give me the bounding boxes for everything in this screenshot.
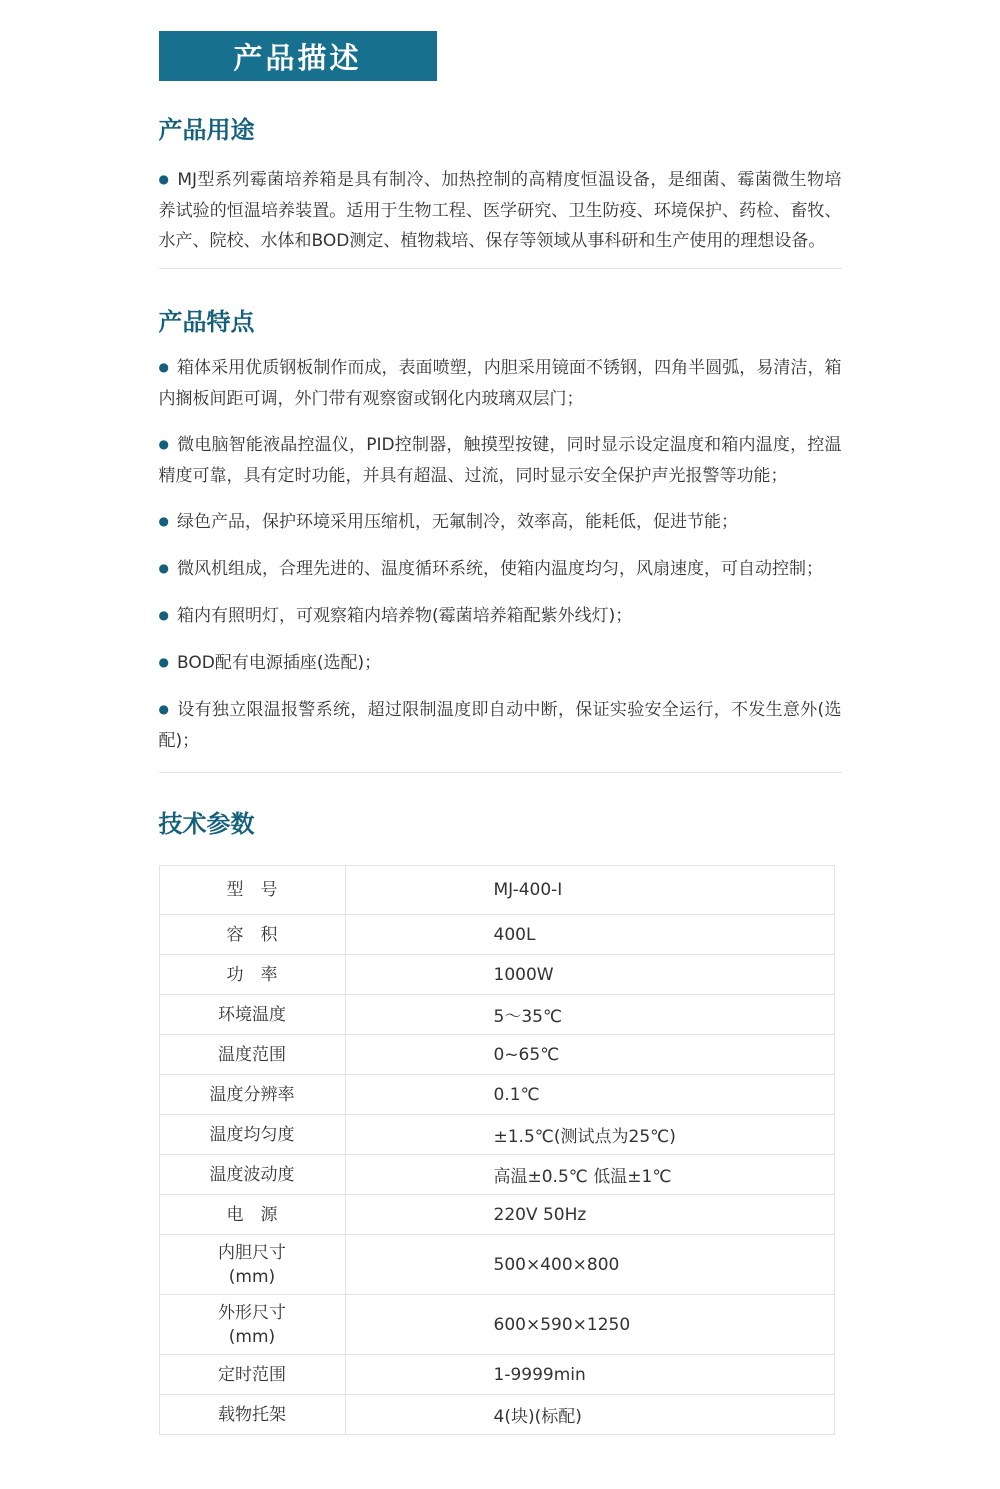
- bullet-icon: ●: [158, 608, 169, 622]
- bullet-icon: ●: [158, 172, 170, 186]
- spec-label: 环境温度: [159, 995, 345, 1035]
- spec-label: 温度范围: [159, 1035, 345, 1075]
- spec-row: [159, 955, 834, 995]
- spec-label: 型 号: [159, 866, 345, 915]
- feature-text: 绿色产品，保护环境采用压缩机，无氟制冷，效率高，能耗低，促进节能；: [176, 512, 738, 532]
- spec-label: 内胆尺寸 (mm): [159, 1235, 345, 1295]
- spec-row: [159, 1195, 834, 1235]
- spec-label: 容 积: [159, 915, 345, 955]
- spec-value: 高温±0.5℃ 低温±1℃: [345, 1155, 834, 1195]
- feature-text: BOD配有电源插座(选配)；: [176, 653, 382, 673]
- usage-section-title: 产品用途: [158, 116, 255, 144]
- bullet-icon: ●: [158, 360, 170, 374]
- banner-title: 产品描述: [233, 40, 362, 75]
- spec-value: 1-9999min: [345, 1355, 834, 1395]
- spec-label: 温度均匀度: [159, 1115, 345, 1155]
- spec-value: 0.1℃: [345, 1075, 834, 1115]
- feature-text: 微风机组成，合理先进的、温度循环系统，使箱内温度均匀，风扇速度，可自动控制；: [176, 559, 823, 579]
- spec-value: 5～35℃: [345, 995, 834, 1035]
- usage-paragraph: [159, 165, 842, 256]
- spec-value: 4(块)(标配): [345, 1395, 834, 1435]
- section-divider: [159, 772, 842, 773]
- spec-row: [159, 1235, 834, 1295]
- bullet-icon: ●: [158, 514, 169, 528]
- spec-row: [159, 1395, 834, 1435]
- spec-label: 外形尺寸 (mm): [159, 1295, 345, 1355]
- spec-value: 0~65℃: [345, 1035, 834, 1075]
- spec-value: ±1.5℃(测试点为25℃): [345, 1115, 834, 1155]
- usage-text: MJ型系列霉菌培养箱是具有制冷、加热控制的高精度恒温设备，是细菌、霉菌微生物培养试验的恒温培养装置。适用于生物工程、医学研究、卫生防疫、环境保护、药检、畜牧、水产、院校、水体和BOD测定、植物栽培、保存等领域从事科研和生产使用的理想设备。: [158, 170, 842, 251]
- spec-row: [159, 1035, 834, 1075]
- feature-item: [159, 507, 842, 538]
- features-list: [159, 353, 842, 756]
- content-column: [159, 31, 842, 1435]
- spec-label: 功 率: [159, 955, 345, 995]
- feature-item: [159, 695, 842, 756]
- feature-item: [159, 430, 842, 491]
- spec-value: MJ-400-I: [345, 866, 834, 915]
- feature-text: 设有独立限温报警系统，超过限制温度即自动中断，保证实验安全运行，不发生意外(选配)；: [158, 700, 842, 751]
- spec-row: [159, 995, 834, 1035]
- feature-text: 箱内有照明灯，可观察箱内培养物(霉菌培养箱配紫外线灯)；: [176, 606, 633, 626]
- spec-value: 400L: [345, 915, 834, 955]
- feature-text: 箱体采用优质钢板制作而成，表面喷塑，内胆采用镜面不锈钢，四角半圆弧，易清洁，箱内搁板间距可调，外门带有观察窗或钢化内玻璃双层门；: [158, 358, 842, 409]
- spec-value: 500×400×800: [345, 1235, 834, 1295]
- spec-label: 定时范围: [159, 1355, 345, 1395]
- spec-row: [159, 1155, 834, 1195]
- bullet-icon: ●: [158, 561, 169, 575]
- spec-row: [159, 1355, 834, 1395]
- section-divider: [159, 268, 842, 269]
- spec-value: 600×590×1250: [345, 1295, 834, 1355]
- section-banner: [159, 31, 437, 81]
- spec-label: 电 源: [159, 1195, 345, 1235]
- specs-table: [159, 865, 835, 1435]
- bullet-icon: ●: [158, 702, 170, 716]
- feature-item: [159, 601, 842, 632]
- bullet-icon: ●: [158, 655, 169, 669]
- spec-row: [159, 1295, 834, 1355]
- spec-label: 温度波动度: [159, 1155, 345, 1195]
- spec-row: [159, 1075, 834, 1115]
- features-section-title: 产品特点: [158, 308, 255, 336]
- spec-row: [159, 915, 834, 955]
- spec-value: 220V 50Hz: [345, 1195, 834, 1235]
- spec-row: [159, 866, 834, 915]
- feature-text: 微电脑智能液晶控温仪，PID控制器，触摸型按键，同时显示设定温度和箱内温度，控温精度可靠，具有定时功能，并具有超温、过流，同时显示安全保护声光报警等功能；: [158, 435, 842, 486]
- bullet-icon: ●: [158, 437, 170, 451]
- spec-value: 1000W: [345, 955, 834, 995]
- spec-label: 温度分辨率: [159, 1075, 345, 1115]
- spec-row: [159, 1115, 834, 1155]
- feature-item: [159, 648, 842, 679]
- specs-section-title: 技术参数: [158, 810, 255, 838]
- spec-label: 载物托架: [159, 1395, 345, 1435]
- feature-item: [159, 353, 842, 414]
- feature-item: [159, 554, 842, 585]
